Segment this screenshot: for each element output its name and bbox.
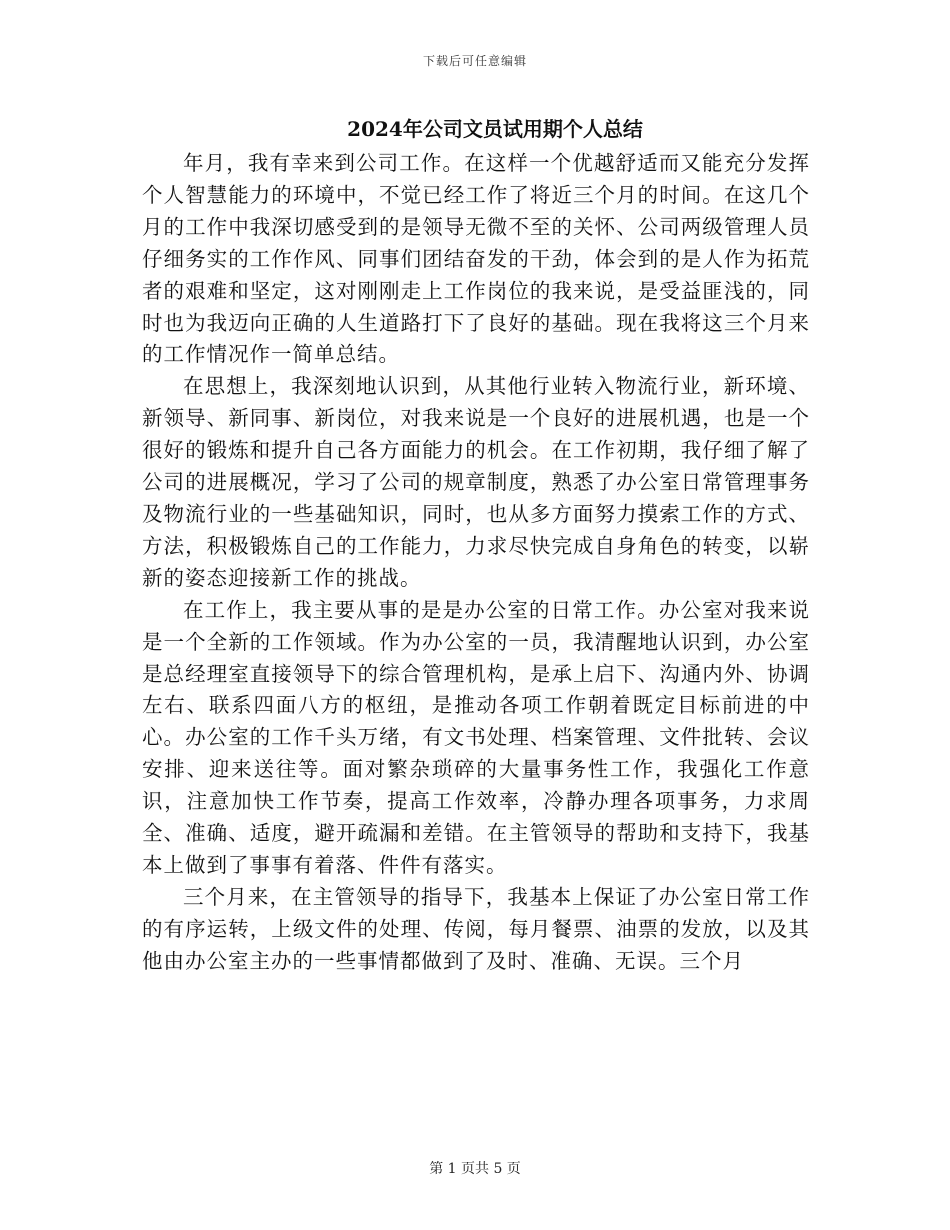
document-body xyxy=(142,148,810,978)
paragraph-1: 年月，我有幸来到公司工作。在这样一个优越舒适而又能充分发挥个人智慧能力的环境中，不觉已经工作了将近三个月的时间。在这几个月的工作中我深切感受到的是领导无微不至的关怀、公司两级管理人员仔细务实的工作作风、同事们团结奋发的干劲，体会到的是人作为拓荒者的艰难和坚定，这对刚刚走上工作岗位的我来说，是受益匪浅的，同时也为我迈向正确的人生道路打下了良好的基础。现在我将这三个月来的工作情况作一简单总结。 xyxy=(142,151,810,367)
paragraph-4: 三个月来，在主管领导的指导下，我基本上保证了办公室日常工作的有序运转，上级文件的处理、传阅，每月餐票、油票的发放，以及其他由办公室主办的一些事情都做到了及时、准确、无误。三个月 xyxy=(142,884,810,973)
page-header-note: 下载后可任意编辑 xyxy=(422,54,527,68)
paragraph-2: 在思想上，我深刻地认识到，从其他行业转入物流行业，新环境、新领导、新同事、新岗位，对我来说是一个良好的进展机遇，也是一个很好的锻炼和提升自己各方面能力的机会。在工作初期，我仔细了解了公司的进展概况，学习了公司的规章制度，熟悉了办公室日常管理事务及物流行业的一些基础知识，同时，也从多方面努力摸索工作的方式、方法，积极锻炼自己的工作能力，力求尽快完成自身角色的转变，以崭新的姿态迎接新工作的挑战。 xyxy=(142,374,810,590)
page-number: 第 1 页共 5 页 xyxy=(429,1161,521,1177)
document-title: 2024年公司文员试用期个人总结 xyxy=(347,117,643,141)
paragraph-3: 在工作上，我主要从事的是是办公室的日常工作。办公室对我来说是一个全新的工作领域。作为办公室的一员，我清醒地认识到，办公室是总经理室直接领导下的综合管理机构，是承上启下、沟通内外、协调左右、联系四面八方的枢纽，是推动各项工作朝着既定目标前进的中心。办公室的工作千头万绪，有文书处理、档案管理、文件批转、会议安排、迎来送往等。面对繁杂琐碎的大量事务性工作，我强化工作意识，注意加快工作节奏，提高工作效率，冷静办理各项事务，力求周全、准确、适度，避开疏漏和差错。在主管领导的帮助和支持下，我基本上做到了事事有着落、件件有落实。 xyxy=(142,597,810,877)
